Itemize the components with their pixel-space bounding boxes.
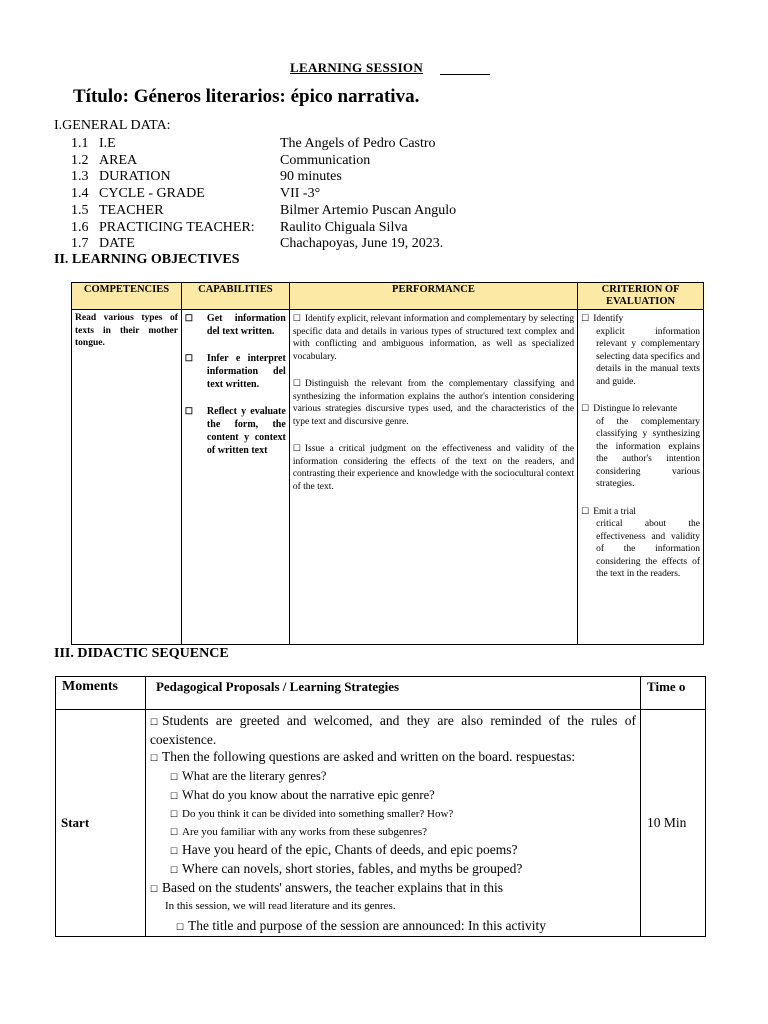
row-value: Bilmer Artemio Puscan Angulo: [280, 202, 457, 218]
row-label: CYCLE - GRADE: [99, 186, 205, 202]
col-capabilities: CAPABILITIES: [181, 283, 289, 310]
row-number: 1.7: [71, 236, 89, 252]
heading-underline: [440, 74, 490, 75]
capability-item: ☐ Reflect y evaluate the form, the content y context of written text: [184, 406, 286, 456]
col-time: Time o: [641, 677, 706, 710]
sequence-table: [55, 676, 706, 937]
general-data-heading: I.GENERAL DATA:: [54, 118, 171, 133]
row-number: 1.4: [71, 186, 89, 202]
checkbox-icon: ☐: [292, 378, 301, 388]
performance-item: ☐ Identify explicit, relevant information and complementary by selecting specific data and details in various types of structured text complex and with conflicting and ambiguous information, as well as specialized vocabulary.: [292, 313, 575, 362]
checkbox-icon: ☐: [175, 922, 185, 932]
row-label: DURATION: [99, 169, 171, 185]
checkbox-icon: ☐: [184, 406, 193, 416]
checkbox-icon: ☐: [581, 403, 590, 413]
checkbox-icon: ☐: [149, 717, 159, 727]
row-value: The Angels of Pedro Castro: [280, 136, 436, 151]
criterion-item: ☐ Distingue lo relevante of the complementary classifying y synthesizing the information explains the author's intention considering various strategies.: [581, 403, 700, 489]
col-criterion: CRITERION OF EVALUATION: [578, 283, 704, 310]
row-label: I.E: [99, 136, 116, 151]
objectives-table: [71, 282, 704, 645]
row-value: Raulito Chiguala Silva: [280, 219, 408, 235]
row-number: 1.2: [71, 152, 89, 168]
criterion-cell: [578, 310, 704, 645]
criterion-item: ☐ Emit a trial critical about the effectiveness and validity of the information considering the effects of the text in the readers.: [581, 505, 700, 579]
sequence-heading: III. DIDACTIC SEQUENCE: [54, 646, 229, 661]
row-value: Chachapoyas, June 19, 2023.: [280, 236, 444, 252]
capabilities-cell: [181, 310, 289, 645]
row-number: 1.1: [71, 136, 89, 151]
checkbox-icon: ☐: [581, 313, 590, 323]
strategy-item: ☐ Students are greeted and welcomed, and they are also reminded of the rules of coexistence.: [149, 713, 637, 747]
strategy-item: ☐ Then the following questions are asked and written on the board. respuestas:: [149, 749, 576, 764]
checkbox-icon: ☐: [292, 313, 301, 323]
row-label: DATE: [99, 236, 135, 252]
row-value: 90 minutes: [280, 169, 342, 185]
row-label: TEACHER: [99, 202, 164, 218]
row-number: 1.3: [71, 169, 89, 185]
objectives-heading: II. LEARNING OBJECTIVES: [54, 252, 240, 267]
checkbox-icon: ☐: [292, 443, 301, 453]
checkbox-icon: ☐: [184, 313, 193, 323]
session-heading: LEARNING SESSION: [290, 60, 424, 75]
strategies-cell: [145, 710, 640, 937]
col-strategies: Pedagogical Proposals / Learning Strategies: [145, 677, 640, 710]
performance-item: ☐ Distinguish the relevant from the complementary classifying and synthesizing the information explains the author's intention considering various strategies discursive types used, and the characteristics of the type text and discursive genre.: [292, 378, 575, 427]
document-title: Título: Géneros literarios: épico narrativa.: [73, 86, 420, 107]
capability-item: ☐ Infer e interpret information del text written.: [184, 353, 286, 390]
col-performance: PERFORMANCE: [289, 283, 577, 310]
question-item: ☐ What do you know about the narrative epic genre?: [169, 788, 435, 802]
checkbox-icon: ☐: [149, 884, 159, 894]
criterion-item: ☐ Identify explicit information relevant y complementary selecting data specifics and details in the manual texts and guide.: [581, 313, 700, 387]
competency-cell: Read various types of texts in their mother tongue.: [72, 310, 182, 645]
row-label: AREA: [99, 152, 138, 168]
checkbox-icon: ☐: [169, 809, 179, 819]
row-value: VII -3°: [280, 186, 321, 202]
row-number: 1.6: [71, 219, 89, 235]
row-value: Communication: [280, 152, 371, 168]
checkbox-icon: ☐: [169, 827, 179, 837]
col-competencies: COMPETENCIES: [72, 283, 182, 310]
capability-item: ☐ Get information del text written.: [184, 313, 286, 337]
row-label: PRACTICING TEACHER:: [99, 219, 255, 235]
question-item: ☐ Where can novels, short stories, fables, and myths be grouped?: [169, 861, 523, 876]
moment-cell: Start: [56, 710, 146, 937]
general-data-row: [71, 135, 436, 152]
row-number: 1.5: [71, 202, 89, 218]
time-cell: 10 Min: [641, 710, 706, 937]
performance-cell: [289, 310, 577, 645]
checkbox-icon: ☐: [581, 505, 590, 516]
question-item: ☐ Are you familiar with any works from these subgenres?: [169, 826, 428, 838]
general-data-row: [71, 219, 408, 236]
col-moments: Moments: [56, 677, 146, 710]
general-data-row: [71, 152, 371, 169]
strategy-item: ☐ The title and purpose of the session are announced: In this activity: [175, 918, 547, 933]
checkbox-icon: ☐: [169, 791, 179, 801]
checkbox-icon: ☐: [169, 865, 179, 875]
general-data-row: [71, 235, 444, 252]
general-data-row: [71, 185, 321, 202]
question-item: ☐ Do you think it can be divided into something smaller? How?: [169, 808, 454, 820]
strategy-item: ☐ Based on the students' answers, the teacher explains that in this In this session, we will read literature and its genres.: [149, 880, 503, 912]
question-item: ☐ What are the literary genres?: [169, 769, 327, 783]
checkbox-icon: ☐: [184, 353, 193, 363]
performance-item: ☐ Issue a critical judgment on the effectiveness and validity of the information considering the effects of the text on the readers, and contrasting their experience and knowledge with the sociocultural context of the text.: [292, 443, 575, 492]
checkbox-icon: ☐: [169, 846, 179, 856]
general-data-row: [71, 168, 342, 185]
question-item: ☐ Have you heard of the epic, Chants of deeds, and epic poems?: [169, 842, 518, 857]
checkbox-icon: ☐: [149, 753, 159, 763]
general-data-row: [71, 202, 457, 219]
checkbox-icon: ☐: [169, 772, 179, 782]
